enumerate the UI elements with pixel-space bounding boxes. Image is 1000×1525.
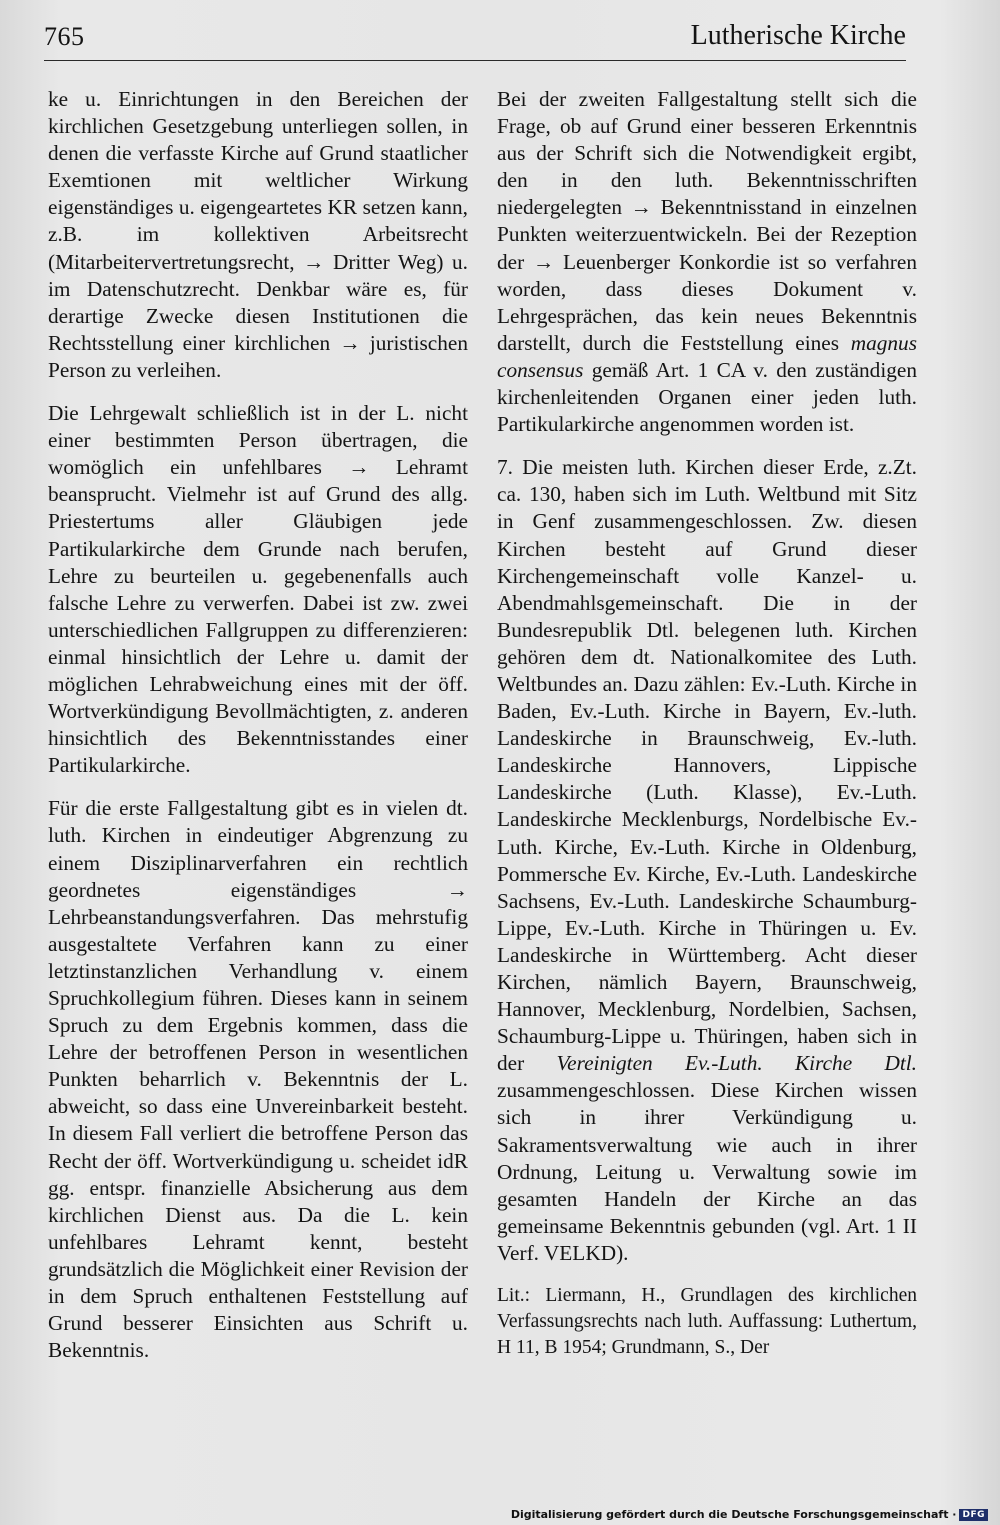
paragraph-right-2-text-a: 7. Die meisten luth. Kirchen dieser Erde, z.Zt. ca. 130, haben sich im Luth. Weltbund mit Sitz in Genf zusammengeschlossen. Zw. diesen Kirchen besteht auf Grund dieser Kirchengemeinschaft volle Kanzel- u. Abendmahlsgemeinschaft. Die in der Bundesrepublik Dtl. belegenen luth. Kirchen gehören dem dt. Nationalkomitee des Luth. Weltbundes an. Dazu zählen: Ev.-Luth. Kirche in Baden, Ev.-Luth. Kirche in Bayern, Ev.-luth. Landeskirche in Braunschweig, Ev.-luth. Landeskirche Hannovers, Lippische Landeskirche (Luth. Klasse), Ev.-Luth. Landeskirche Mecklenburgs, Nordelbische Ev.-Luth. Kirche, Ev.-Luth. Kirche in Oldenburg, Pommersche Ev. Kirche, Ev.-Luth. Landeskirche Sachsens, Ev.-Luth. Landeskirche Schaumburg-Lippe, Ev.-Luth. Kirche in Thüringen u. Ev. Landeskirche in Württemberg. Acht dieser Kirchen, nämlich Bayern, Braunschweig, Hannover, Mecklenburg, Nordelbien, Sachsen, Schaumburg-Lippe u. Thüringen, haben sich in der (497, 455, 917, 1076)
left-column (48, 86, 468, 1380)
paragraph-right-2 (497, 454, 917, 1267)
paragraph-right-1 (497, 86, 917, 438)
italic-term-velkd: Vereinigten Ev.-Luth. Kirche Dtl. (556, 1051, 917, 1076)
paragraph-left-1: ke u. Einrichtungen in den Bereichen der kirchlichen Gesetzgebung unterliegen sollen, in denen die verfasste Kirche auf Grund staatlicher Exemtionen mit weltlicher Wirkung eigenständiges u. eigengeartetes KR setzen kann, z.B. im kollektiven Arbeitsrecht (Mitarbeitervertretungsrecht, → Dritter Weg) u. im Datenschutzrecht. Denkbar wäre es, für derartige Zwecke diesen Institutionen die Rechtsstellung einer kirchlichen → juristischen Person zu verleihen. (48, 87, 468, 382)
paragraph-left-2: Die Lehrgewalt schließlich ist in der L. nicht einer bestimmten Person übertragen, die womöglich ein unfehlbares → Lehramt beansprucht. Vielmehr ist auf Grund des allg. Priestertums aller Gläubigen jede Partikularkirche dem Grunde nach berufen, Lehre zu beurteilen u. gegebenenfalls auch falsche Lehre zu verwerfen. Dabei ist zw. zwei unterschiedlichen Fallgruppen zu differenzieren: einmal hinsichtlich der Lehre u. damit der möglichen Lehrabweichung eines mit der öff. Wortverkündigung Bevollmächtigten, z. anderen hinsichtlich des Bekenntnisstandes einer Partikularkirche. (48, 401, 468, 778)
literature-reference: Lit.: Liermann, H., Grundlagen des kirchlichen Verfassungsrechts nach luth. Auffassung: Luthertum, H 11, B 1954; Grundmann, S., Der (497, 1285, 917, 1359)
page-number: 765 (44, 22, 85, 51)
paragraph-right-1-text-b: gemäß Art. 1 CA v. den zuständigen kirchenleitenden Organen einer jeden luth. Partikularkirche angenommen worden ist. (497, 357, 917, 437)
paragraph-right-2-text-b: zusammengeschlossen. Diese Kirchen wissen sich in ihrer Verkündigung u. Sakramentsverwaltung wie auch in ihrer Ordnung, Leitung u. Verwaltung sowie im gesamten Handeln der Kirche an das gemeinsame Bekenntnis gebunden (vgl. Art. 1 II Verf. VELKD). (497, 1078, 917, 1265)
digitization-footer (511, 1508, 988, 1521)
paragraph-left-3: Für die erste Fallgestaltung gibt es in vielen dt. luth. Kirchen in eindeutiger Abgrenzung zu einem Disziplinarverfahren ein rechtlich geordnetes eigenständiges → Lehrbeanstandungsverfahren. Das mehrstufig ausgestaltete Verfahren kann zu einer letztinstanzlichen Verhandlung v. einem Spruchkollegium führen. Dieses kann in seinem Spruch zu dem Ergebnis kommen, dass die Lehre der betroffenen Person in wesentlichen Punkten beharrlich v. Bekenntnis der L. abweicht, so dass eine Unvereinbarkeit besteht. In diesem Fall verliert die betroffene Person das Recht der öff. Wortverkündigung u. scheidet idR gg. entspr. finanzielle Absicherung aus dem kirchlichen Dienst aus. Da die L. kein unfehlbares Lehramt kennt, besteht grundsätzlich die Möglichkeit einer Revision der in dem Spruch enthaltenen Feststellung auf Grund besserer Einsichten aus Schrift u. Bekenntnis. (48, 796, 468, 1363)
paragraph-right-1-text-a: Bei der zweiten Fallgestaltung stellt sich die Frage, ob auf Grund einer besseren Erkenntnis aus der Schrift sich die Notwendigkeit ergibt, den in den luth. Bekenntnisschriften niedergelegten → Bekenntnisstand in einzelnen Punkten weiterzuentwickeln. Bei der Rezeption der → Leuenberger Konkordie ist so verfahren worden, dass dieses Dokument v. Lehrgesprächen, das kein neues Bekenntnis darstellt, durch die Feststellung eines (497, 87, 917, 355)
footer-text: Digitalisierung gefördert durch die Deutsche Forschungsgemeinschaft · (510, 1508, 957, 1521)
right-column (497, 86, 917, 1377)
page-header (44, 18, 906, 61)
dfg-logo-icon: DFG (959, 1509, 988, 1521)
running-head: Lutherische Kirche (690, 20, 906, 51)
italic-term-magnus-consensus: magnus consensus (497, 330, 917, 382)
